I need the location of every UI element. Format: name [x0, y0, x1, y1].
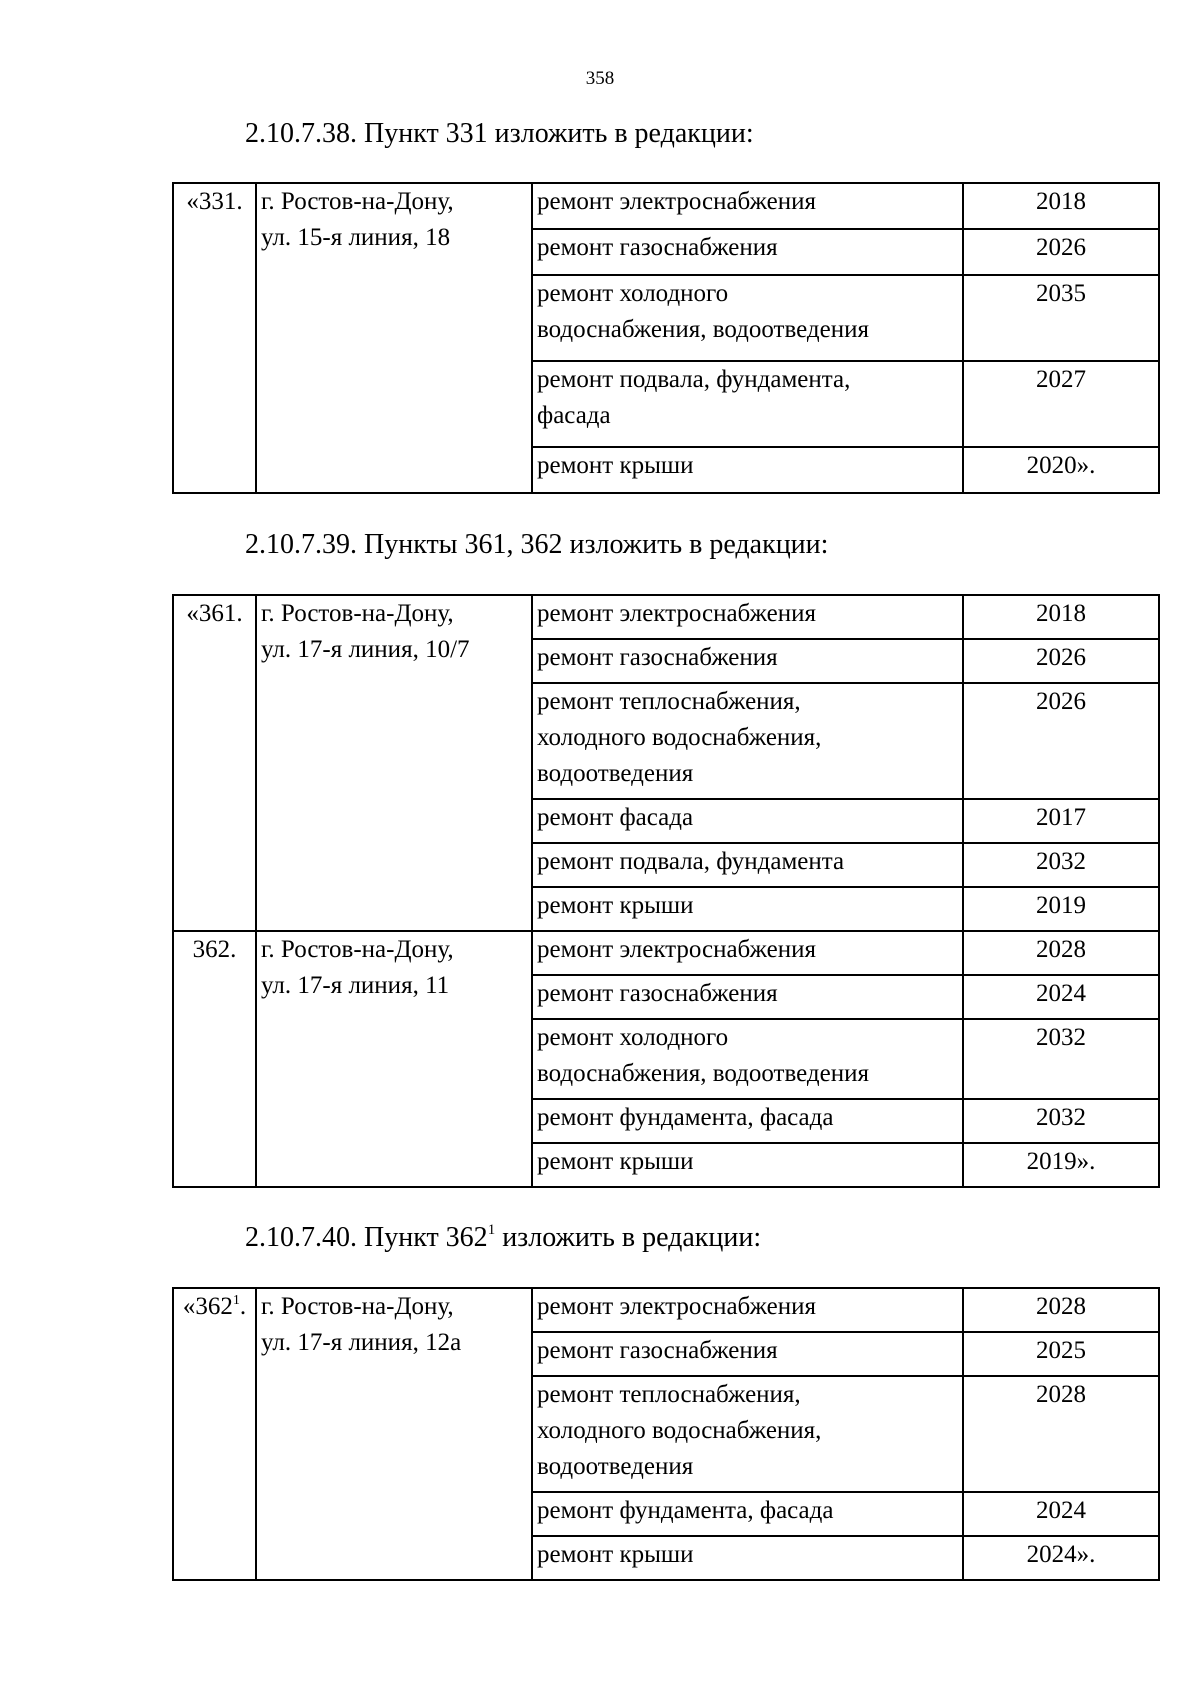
- work-line: холодного водоснабжения,: [537, 1417, 822, 1444]
- year-cell: 2024: [963, 1492, 1159, 1536]
- work-cell: [532, 361, 963, 447]
- section-heading: 2.10.7.39. Пункты 361, 362 изложить в редакции:: [245, 529, 829, 560]
- table-row: [173, 1288, 1159, 1332]
- work-line: водоотведения: [537, 760, 694, 787]
- address-street: ул. 17-я линия, 10/7: [261, 636, 470, 663]
- address-street: ул. 17-я линия, 11: [261, 972, 450, 999]
- address-cell: [256, 595, 532, 931]
- address-cell: [256, 931, 532, 1187]
- address-city: г. Ростов-на-Дону,: [261, 936, 454, 963]
- item-number-text: .: [239, 1293, 247, 1320]
- item-number: [173, 1288, 256, 1580]
- year-cell: 2027: [963, 361, 1159, 447]
- year-cell: 2020».: [963, 447, 1159, 493]
- work-schedule-table: [172, 1287, 1160, 1581]
- work-cell: ремонт крыши: [532, 447, 963, 493]
- work-line: фасада: [537, 402, 611, 429]
- work-cell: [532, 1376, 963, 1492]
- year-cell: 2028: [963, 931, 1159, 975]
- year-cell: 2018: [963, 595, 1159, 639]
- item-number: «331.: [173, 183, 256, 493]
- year-cell: 2024: [963, 975, 1159, 1019]
- work-cell: ремонт электроснабжения: [532, 1288, 963, 1332]
- work-schedule-table: [172, 182, 1160, 494]
- year-cell: 2017: [963, 799, 1159, 843]
- year-cell: 2026: [963, 229, 1159, 275]
- work-line: ремонт холодного: [537, 280, 729, 307]
- work-cell: ремонт фундамента, фасада: [532, 1099, 963, 1143]
- work-schedule-table: [172, 594, 1160, 1188]
- heading-superscript: 1: [487, 1222, 496, 1238]
- work-cell: ремонт подвала, фундамента: [532, 843, 963, 887]
- work-cell: [532, 275, 963, 361]
- year-cell: 2026: [963, 683, 1159, 799]
- page-number: 358: [585, 68, 615, 89]
- work-line: холодного водоснабжения,: [537, 724, 822, 751]
- heading-text: 2.10.7.40. Пункт 362: [245, 1222, 488, 1253]
- work-cell: ремонт электроснабжения: [532, 595, 963, 639]
- address-street: ул. 15-я линия, 18: [261, 224, 451, 251]
- work-cell: [532, 1019, 963, 1099]
- item-number-text: «362: [182, 1293, 233, 1320]
- work-line: ремонт теплоснабжения,: [537, 688, 801, 715]
- work-cell: ремонт электроснабжения: [532, 931, 963, 975]
- year-cell: 2026: [963, 639, 1159, 683]
- address-city: г. Ростов-на-Дону,: [261, 1293, 454, 1320]
- year-cell: 2018: [963, 183, 1159, 229]
- section-heading: [245, 1222, 761, 1254]
- work-cell: ремонт фундамента, фасада: [532, 1492, 963, 1536]
- address-city: г. Ростов-на-Дону,: [261, 600, 454, 627]
- table-row: [173, 931, 1159, 975]
- year-cell: 2028: [963, 1288, 1159, 1332]
- work-line: водоснабжения, водоотведения: [537, 316, 869, 343]
- item-number-superscript: 1: [232, 1293, 240, 1308]
- work-cell: ремонт крыши: [532, 1143, 963, 1187]
- work-cell: ремонт газоснабжения: [532, 1332, 963, 1376]
- year-cell: 2032: [963, 843, 1159, 887]
- table-row: [173, 183, 1159, 229]
- work-cell: ремонт электроснабжения: [532, 183, 963, 229]
- address-cell: [256, 1288, 532, 1580]
- year-cell: 2032: [963, 1099, 1159, 1143]
- work-line: ремонт холодного: [537, 1024, 729, 1051]
- heading-text: изложить в редакции:: [495, 1222, 762, 1253]
- address-street: ул. 17-я линия, 12а: [261, 1329, 462, 1356]
- work-cell: ремонт крыши: [532, 887, 963, 931]
- work-cell: [532, 683, 963, 799]
- year-cell: 2035: [963, 275, 1159, 361]
- year-cell: 2019».: [963, 1143, 1159, 1187]
- year-cell: 2019: [963, 887, 1159, 931]
- work-cell: ремонт газоснабжения: [532, 975, 963, 1019]
- year-cell: 2025: [963, 1332, 1159, 1376]
- address-city: г. Ростов-на-Дону,: [261, 188, 454, 215]
- work-cell: ремонт газоснабжения: [532, 229, 963, 275]
- table-row: [173, 595, 1159, 639]
- work-cell: ремонт крыши: [532, 1536, 963, 1580]
- address-cell: [256, 183, 532, 493]
- year-cell: 2028: [963, 1376, 1159, 1492]
- section-heading: 2.10.7.38. Пункт 331 изложить в редакции:: [245, 118, 754, 149]
- work-cell: ремонт фасада: [532, 799, 963, 843]
- work-line: ремонт теплоснабжения,: [537, 1381, 801, 1408]
- item-number: «361.: [173, 595, 256, 931]
- work-line: водоснабжения, водоотведения: [537, 1060, 869, 1087]
- item-number: 362.: [173, 931, 256, 1187]
- year-cell: 2024».: [963, 1536, 1159, 1580]
- work-cell: ремонт газоснабжения: [532, 639, 963, 683]
- year-cell: 2032: [963, 1019, 1159, 1099]
- work-line: ремонт подвала, фундамента,: [537, 366, 851, 393]
- work-line: водоотведения: [537, 1453, 694, 1480]
